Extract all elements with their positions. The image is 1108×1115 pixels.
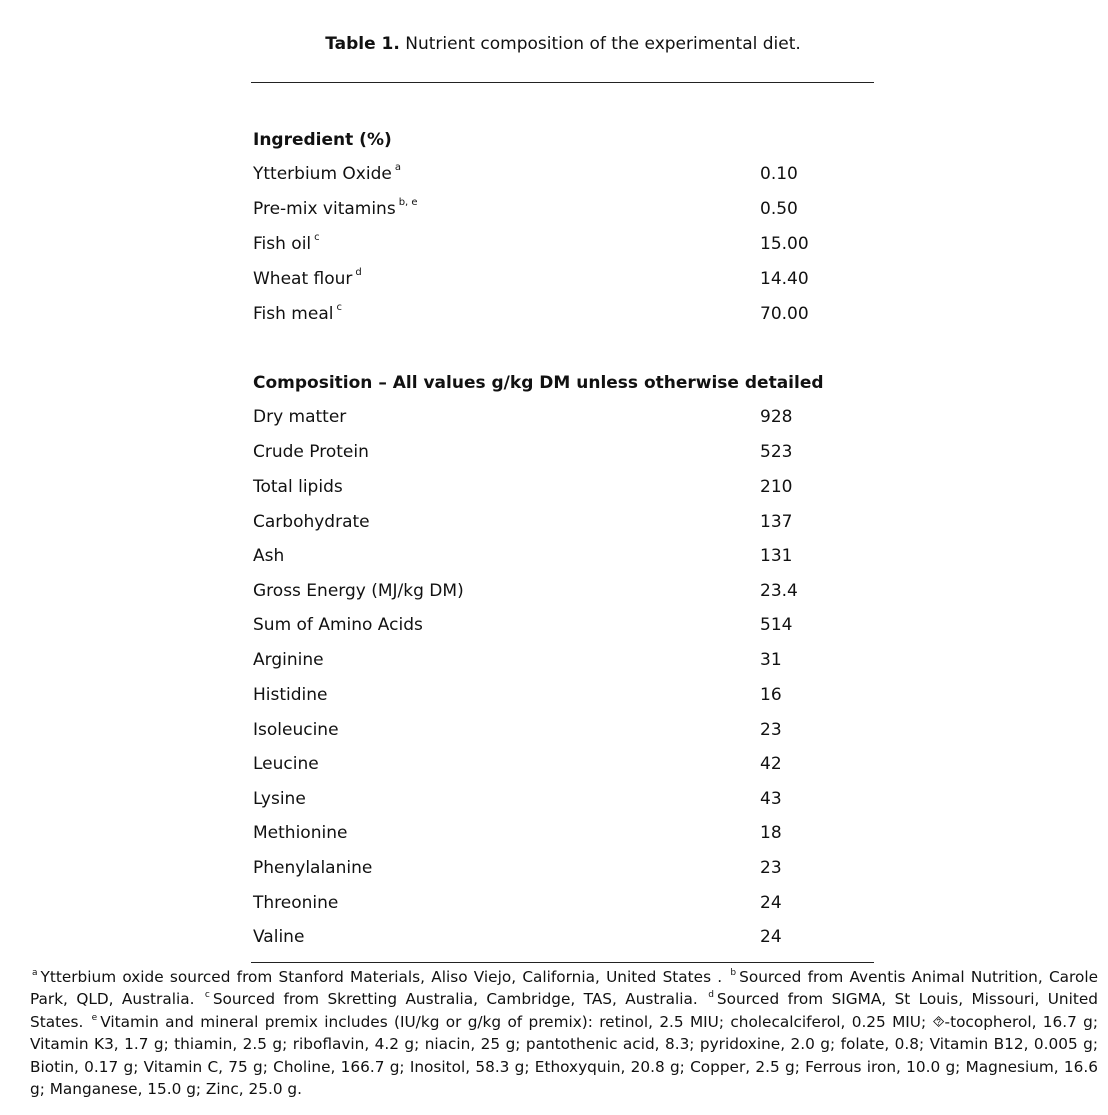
ingredient-heading: Ingredient (%) — [253, 130, 392, 150]
composition-row — [253, 510, 873, 534]
table-footnotes — [30, 966, 1098, 1100]
composition-label: Leucine — [253, 754, 319, 774]
composition-value: 23 — [760, 858, 782, 878]
composition-row — [253, 856, 873, 880]
ingredient-label: Fish meal $^c$ — [253, 302, 342, 324]
footnote-marker: d — [708, 990, 714, 1001]
footnote-marker: e — [91, 1012, 98, 1023]
ingredient-label: Fish oil $^c$ — [253, 232, 320, 254]
footnote-marker: a — [32, 968, 38, 978]
composition-label: Histidine — [253, 685, 328, 705]
composition-label: Carbohydrate — [253, 512, 370, 532]
composition-label: Threonine — [253, 893, 339, 913]
composition-label: Arginine — [253, 650, 324, 670]
composition-value: 43 — [760, 789, 782, 809]
composition-row — [253, 579, 873, 603]
composition-value: 24 — [760, 893, 782, 913]
ingredient-label: Pre-mix vitamins $^{b, e}$ — [253, 197, 418, 219]
composition-row — [253, 752, 873, 776]
ingredient-value: 0.50 — [760, 199, 798, 219]
composition-label: Ash — [253, 546, 285, 566]
ingredient-value: 15.00 — [760, 234, 809, 254]
footnote-text: Vitamin and mineral premix includes (IU/kg or g/kg of premix): retinol, 2.5 MIU; cholecalciferol, 0.25 MIU; ⯑-tocopherol, 16.7 g; Vitamin K3, 1.7 g; thiamin, 2.5 g; riboflavin, 4.2 g; niacin, 25 g; pantothenic acid, 8.3; pyridoxine, 2.0 g; folate, 0.8; Vitamin B12, 0.005 g; Biotin, 0.17 g; Vitamin C, 75 g; Choline, 166.7 g; Inositol, 58.3 g; Ethoxyquin, 20.8 g; Copper, 2.5 g; Ferrous iron, 10.0 g; Magnesium, 16.6 g; Manganese, 15.0 g; Zinc, 25.0 g. — [30, 1012, 1098, 1099]
composition-label: Methionine — [253, 823, 348, 843]
composition-row — [253, 544, 873, 568]
composition-row — [253, 648, 873, 672]
footnote-text: Sourced from Aventis Animal Nutrition, Carole Park, QLD, Australia. — [30, 968, 1098, 1009]
footnote-text: Ytterbium oxide sourced from Stanford Materials, Aliso Viejo, California, United States . — [40, 968, 723, 986]
ingredient-label: Wheat flour $^d$ — [253, 267, 362, 289]
footnote-text: Sourced from SIGMA, St Louis, Missouri, United States. — [30, 990, 1098, 1031]
bottom-rule — [251, 962, 874, 963]
ingredient-row — [253, 162, 873, 186]
composition-label: Lysine — [253, 789, 306, 809]
composition-value: 24 — [760, 927, 782, 947]
composition-row — [253, 475, 873, 499]
ingredient-label: Ytterbium Oxide $^a$ — [253, 162, 401, 184]
composition-label: Gross Energy (MJ/kg DM) — [253, 581, 464, 601]
composition-value: 31 — [760, 650, 782, 670]
footnote-marker: c — [204, 990, 210, 1001]
composition-row — [253, 925, 873, 949]
composition-row — [253, 613, 873, 637]
composition-row — [253, 440, 873, 464]
footnote-marker: b — [730, 968, 737, 978]
ingredient-value: 70.00 — [760, 304, 809, 324]
composition-row — [253, 405, 873, 429]
ingredient-row — [253, 302, 873, 326]
composition-row — [253, 787, 873, 811]
composition-label: Valine — [253, 927, 305, 947]
ingredient-value: 14.40 — [760, 269, 809, 289]
composition-row — [253, 683, 873, 707]
composition-value: 131 — [760, 546, 793, 566]
footnote-text: Sourced from Skretting Australia, Cambridge, TAS, Australia. — [212, 990, 698, 1009]
ingredient-row — [253, 267, 873, 291]
ingredient-row — [253, 197, 873, 221]
composition-value: 210 — [760, 477, 793, 497]
top-rule — [251, 82, 874, 83]
ingredient-row — [253, 232, 873, 256]
table-caption: Nutrient composition of the experimental diet. — [405, 34, 801, 54]
composition-value: 42 — [760, 754, 782, 774]
composition-heading: Composition – All values g/kg DM unless otherwise detailed — [253, 373, 824, 393]
composition-value: 523 — [760, 442, 793, 462]
composition-label: Crude Protein — [253, 442, 369, 462]
table-title — [0, 34, 1108, 54]
composition-value: 16 — [760, 685, 782, 705]
composition-value: 23 — [760, 720, 782, 740]
composition-value: 23.4 — [760, 581, 798, 601]
composition-value: 137 — [760, 512, 793, 532]
composition-label: Phenylalanine — [253, 858, 373, 878]
composition-value: 928 — [760, 407, 793, 427]
composition-label: Isoleucine — [253, 720, 339, 740]
table-number: Table 1. — [325, 34, 400, 54]
composition-label: Total lipids — [253, 477, 343, 497]
composition-label: Dry matter — [253, 407, 347, 427]
composition-row — [253, 718, 873, 742]
ingredient-value: 0.10 — [760, 164, 798, 184]
composition-row — [253, 821, 873, 845]
composition-row — [253, 891, 873, 915]
composition-label: Sum of Amino Acids — [253, 615, 423, 635]
composition-value: 18 — [760, 823, 782, 843]
composition-value: 514 — [760, 615, 793, 635]
